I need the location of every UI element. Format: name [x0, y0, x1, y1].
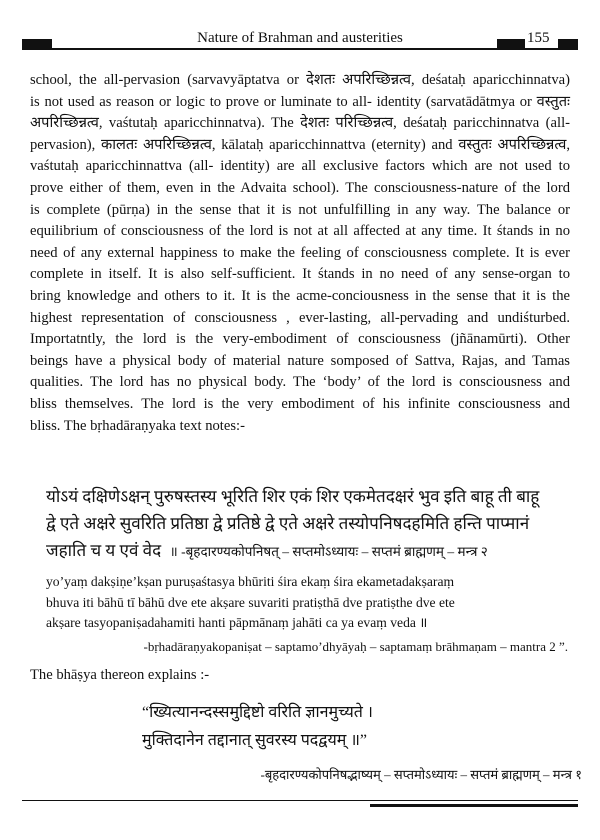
header-rule	[22, 48, 578, 50]
sloka-line: मुक्तिदानेन तद्दानात् सुवरस्य पदद्वयम् ॥”	[142, 732, 368, 749]
running-title: Nature of Brahman and austerities	[197, 30, 403, 46]
body-line: bliss. The bṛhadāraṇyaka text notes:-	[30, 417, 245, 434]
body-line: bring knowledge and others to it. It is the acme-conciousness in the sense that it is the	[30, 287, 570, 304]
header-end-block	[558, 39, 578, 49]
body-line: qualities. The lord has no physical body. The ‘body’ of the lord is consciousness and	[30, 374, 570, 391]
sloka-line: “ख्यित्यानन्दस्समुद्दिष्टो वरिति ज्ञानमुच्यते ।	[142, 704, 373, 721]
verse-line: जहाति च य एवं वेद	[46, 541, 162, 560]
transliteration-line: akṣare tasyopaniṣadahamiti hanti pāpmānaṃ jahāti ca ya evaṃ veda ॥	[46, 615, 428, 630]
transliteration-reference: -bṛhadāraṇyakopaniṣat – saptamo’dhyāyaḥ – saptamaṃ brāhmaṇam – mantra 2 ”.	[143, 639, 568, 654]
body-line: highest representation of consciousness , ever-lasting, all-pervading and undiśturbed.	[30, 309, 570, 326]
body-line: complete in itself. It is also self-sufficient. It śtands in no need of any sense-organ to	[30, 266, 570, 283]
body-paragraph	[30, 70, 570, 437]
body-line: vaśtutaḥ aparicchinnattva (all- identity) are all exclusive factors which are not used to	[30, 158, 570, 175]
body-line: अपरिच्छिन्नत्व, vaśtutaḥ aparicchinnatva). The देशतः परिच्छिन्नत्व, deśataḥ paricchinnatva (all-	[30, 115, 570, 132]
running-header	[22, 28, 578, 54]
transliteration-line: yo’yaṃ dakṣiṇe’kṣan puruṣaśtasya bhūriti śira ekaṃ śira ekametadakṣaraṃ	[46, 574, 455, 589]
body-line: pervasion), कालतः अपरिच्छिन्नत्व, kālataḥ aparicchinnattva (eternity) and वस्तुतः अपरिच्छिन्नत्व,	[30, 136, 570, 153]
body-line: Importatntly, the lord is the very-embodiment of consciousness (jñānamūrti). Other	[30, 331, 570, 348]
body-line: need of any external happiness to make the feeling of consciousness complete. It is ever	[30, 244, 570, 261]
verse-line: द्वे एते अक्षरे सुवरिति प्रतिष्ठा द्वे प्रतिष्ठे द्वे एते अक्षरे तस्योपनिषदहमिति हन्ति पाप्मानं	[46, 514, 530, 533]
transliteration-line: bhuva iti bāhū tī bāhū dve ete akṣare suvariti pratiṣthā dve pratiṣthe dve ete	[46, 594, 455, 610]
header-right-block	[497, 39, 525, 49]
bhasya-sloka	[142, 699, 562, 755]
footer-thick-rule	[370, 804, 578, 807]
body-line: is complete (pūrṇa) in the sense that it is not unfulfilling in any way. The balance or	[30, 201, 570, 218]
bhasya-intro: The bhāṣya thereon explains :-	[30, 667, 210, 683]
body-line: prove either of them, even in the Advaita school). The consciousness-nature of the lord	[30, 179, 570, 196]
body-line: bliss themselves. The lord is the very embodiment of his infinite consciousness and	[30, 395, 570, 412]
body-line: school, the all-pervasion (sarvavyāptatva or देशतः अपरिच्छिन्नत्व, deśataḥ aparicchinnatva)	[30, 72, 570, 88]
verse-reference: ॥ -बृहदारण्यकोपनिषत् – सप्तमोऽध्यायः – सप्तमं ब्राह्मणम् – मन्त्र २	[169, 544, 488, 559]
footer-rule	[22, 800, 578, 801]
verse-line: योऽयं दक्षिणेऽक्षन् पुरुषस्तस्य भूरिति शिर एकं शिर एकमेतदक्षरं भुव इति बाहू ती बाहू	[46, 487, 540, 506]
body-line: beings have a physical body of material nature somposed of Sattva, Rajas, and Tamas	[30, 352, 570, 369]
sanskrit-verse	[46, 483, 566, 564]
body-line: is not used as reason or logic to prove or luminate to all- identity (sarvatādātmya or वस्तुतः	[30, 93, 570, 110]
sloka-reference: -बृहदारण्यकोपनिषद्भाष्यम् – सप्तमोऽध्यायः – सप्तमं ब्राह्मणम् – मन्त्र १	[260, 767, 582, 782]
verse-line-with-ref	[46, 537, 566, 564]
page-number: 155	[527, 30, 550, 46]
body-line: equilibrium of consciousness of the lord is not at all affected at any time. It śtands in no	[30, 223, 570, 240]
transliteration-block	[46, 572, 566, 634]
